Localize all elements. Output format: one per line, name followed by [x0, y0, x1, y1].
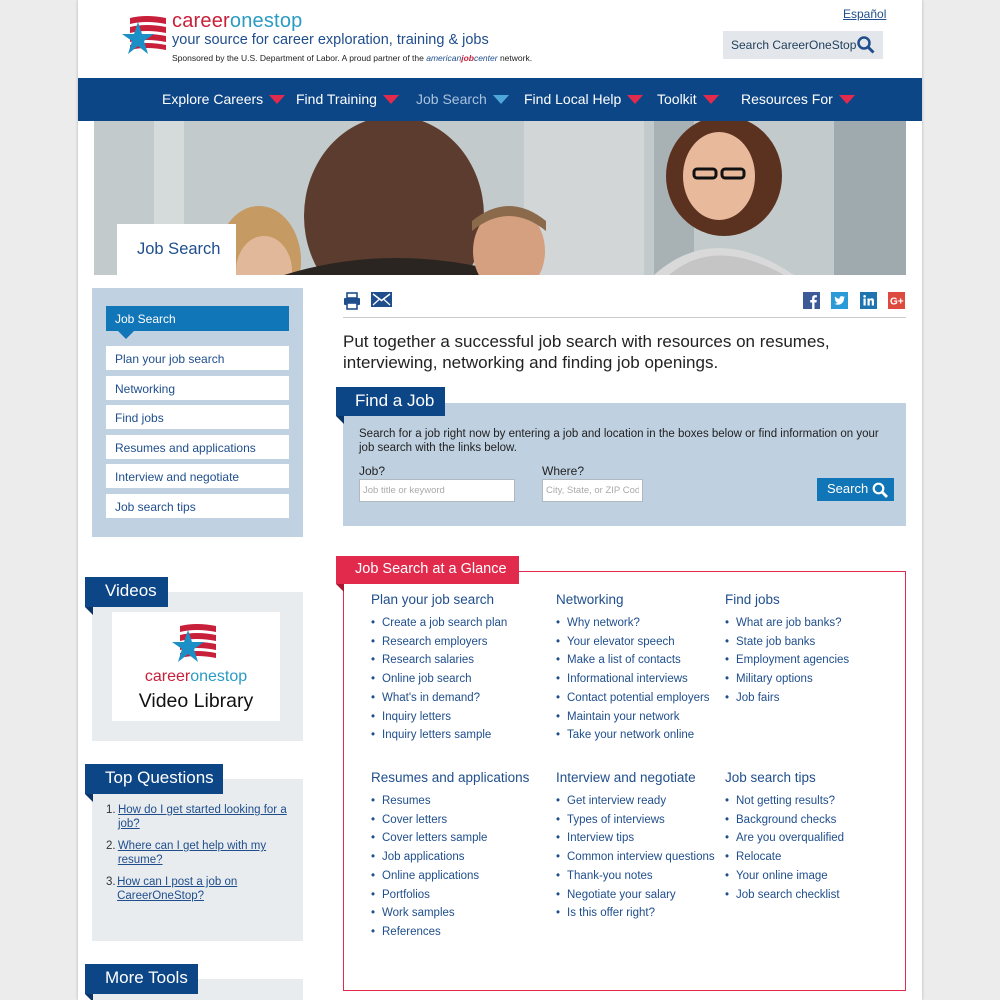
glance-heading-tips[interactable]: Job search tips	[725, 770, 816, 785]
chevron-down-icon	[493, 95, 509, 104]
glance-column-tips	[725, 770, 844, 904]
glance-link[interactable]: • Make a list of contacts	[556, 651, 710, 670]
brand-part-career: career	[172, 10, 230, 32]
hero-image	[94, 121, 906, 275]
glance-list	[725, 792, 844, 904]
video-library-label: Video Library	[138, 690, 254, 712]
video-brand-part-career: career	[144, 668, 191, 685]
ajc-word-american: american	[426, 53, 462, 63]
search-button-label: Search	[827, 481, 869, 496]
job-search-at-a-glance	[343, 571, 906, 991]
glance-heading-resumes[interactable]: Resumes and applications	[371, 770, 530, 785]
top-questions-box	[92, 779, 303, 941]
divider	[343, 317, 906, 318]
sidebar-item-job-search-tips[interactable]: Job search tips	[106, 494, 289, 518]
glance-heading-interview[interactable]: Interview and negotiate	[556, 770, 696, 785]
search-icon[interactable]	[857, 36, 875, 57]
glance-link[interactable]: • Thank-you notes	[556, 867, 715, 886]
question-item	[106, 875, 296, 903]
glance-link[interactable]: • References	[371, 923, 529, 942]
nav-toolkit[interactable]	[657, 91, 719, 107]
nav-find-local-help[interactable]	[524, 91, 643, 107]
glance-link[interactable]: • What's in demand?	[371, 689, 507, 708]
glance-link[interactable]: • Inquiry letters	[371, 708, 507, 727]
careeronestop-logo-icon	[168, 622, 218, 664]
sponsor-suffix: network.	[499, 53, 533, 63]
chevron-down-icon	[269, 95, 285, 104]
glance-link[interactable]: • Background checks	[725, 811, 844, 830]
videos-box	[92, 592, 303, 741]
sidebar-item-job-search[interactable]: Job Search	[106, 306, 289, 331]
sidebar-item-interview-and-negotiate[interactable]: Interview and negotiate	[106, 464, 289, 488]
find-job-heading: Find a Job	[336, 387, 445, 416]
glance-link[interactable]: • State job banks	[725, 633, 849, 652]
brand-name[interactable]	[172, 10, 302, 33]
glance-link[interactable]: • Portfolios	[371, 886, 529, 905]
nav-label: Job Search	[416, 91, 487, 107]
glance-link[interactable]: • What are job banks?	[725, 614, 849, 633]
glance-column-networking	[556, 592, 710, 745]
glance-link[interactable]: • Types of interviews	[556, 811, 715, 830]
tagline: your source for career exploration, training & jobs	[172, 32, 489, 48]
glance-link[interactable]: • Online applications	[371, 867, 529, 886]
search-icon	[872, 482, 888, 501]
site-search[interactable]	[723, 31, 883, 59]
glance-list	[556, 614, 710, 745]
find-job-panel	[343, 403, 906, 526]
glance-link[interactable]: • Job fairs	[725, 689, 849, 708]
glance-link[interactable]: • Is this offer right?	[556, 904, 715, 923]
google-plus-icon[interactable]	[888, 292, 905, 314]
nav-label: Resources For	[741, 91, 833, 107]
nav-label: Toolkit	[657, 91, 697, 107]
glance-link[interactable]: • Inquiry letters sample	[371, 726, 507, 745]
glance-link[interactable]: • Your online image	[725, 867, 844, 886]
facebook-icon[interactable]	[803, 292, 820, 314]
glance-link[interactable]: • Contact potential employers	[556, 689, 710, 708]
glance-link[interactable]: • Research employers	[371, 633, 507, 652]
where-input[interactable]	[542, 479, 643, 502]
nav-resources-for[interactable]	[741, 91, 855, 107]
glance-link[interactable]: • Cover letters	[371, 811, 529, 830]
sidebar-item-resumes-and-applications[interactable]: Resumes and applications	[106, 435, 289, 459]
glance-link[interactable]: • Military options	[725, 670, 849, 689]
glance-heading-plan[interactable]: Plan your job search	[371, 592, 495, 607]
page	[78, 0, 922, 1000]
glance-link[interactable]: • Not getting results?	[725, 792, 844, 811]
careeronestop-logo-icon[interactable]	[118, 14, 168, 61]
question-link[interactable]: How can I post a job on CareerOneStop?	[117, 876, 238, 902]
twitter-icon[interactable]	[831, 292, 848, 314]
sponsor-line	[172, 53, 532, 63]
chevron-down-icon	[627, 95, 643, 104]
glance-column-find-jobs	[725, 592, 849, 708]
question-number: 2.	[106, 840, 116, 852]
job-label: Job?	[359, 464, 386, 478]
nav-explore-careers[interactable]	[162, 91, 285, 107]
page-title: Job Search	[117, 224, 236, 275]
glance-link[interactable]: • Create a job search plan	[371, 614, 507, 633]
glance-link[interactable]: • Get interview ready	[556, 792, 715, 811]
where-label: Where?	[542, 464, 585, 478]
intro-text: Put together a successful job search with resources on resumes, interviewing, networking and finding job openings.	[343, 332, 830, 372]
sidebar-item-networking[interactable]: Networking	[106, 376, 289, 400]
glance-link[interactable]: • Job applications	[371, 848, 529, 867]
glance-link[interactable]: • Maintain your network	[556, 708, 710, 727]
video-brand-name	[112, 668, 280, 686]
glance-link[interactable]: • Why network?	[556, 614, 710, 633]
glance-link[interactable]: • Relocate	[725, 848, 844, 867]
nav-job-search[interactable]	[416, 91, 509, 107]
glance-link[interactable]: • Employment agencies	[725, 651, 849, 670]
glance-list	[371, 614, 507, 745]
glance-heading-find-jobs[interactable]: Find jobs	[725, 592, 780, 607]
main-nav	[78, 78, 922, 121]
ajc-word-center: center	[473, 53, 498, 63]
glance-link[interactable]: • Job search checklist	[725, 886, 844, 905]
glance-list	[725, 614, 849, 708]
glance-link[interactable]: • Take your network online	[556, 726, 710, 745]
glance-column-resumes	[371, 770, 529, 942]
question-item	[106, 803, 296, 831]
nav-find-training[interactable]	[296, 91, 399, 107]
more-tools-heading: More Tools	[85, 964, 198, 994]
question-link[interactable]: Where can I get help with my resume?	[117, 840, 267, 866]
glance-link[interactable]: • Resumes	[371, 792, 529, 811]
glance-link[interactable]: • Work samples	[371, 904, 529, 923]
sponsor-prefix: Sponsored by the U.S. Department of Labor. A proud partner of the	[172, 53, 424, 63]
chevron-down-icon	[839, 95, 855, 104]
glance-link[interactable]: • Cover letters sample	[371, 829, 529, 848]
glance-link[interactable]: • Online job search	[371, 670, 507, 689]
glance-link[interactable]: • Are you overqualified	[725, 829, 844, 848]
brand-part-onestop: onestop	[229, 10, 303, 32]
site-search-label: Search CareerOneStop	[731, 38, 857, 52]
svg-text:G+: G+	[890, 296, 904, 308]
chevron-down-icon	[383, 95, 399, 104]
sidebar-item-plan-your-job-search[interactable]: Plan your job search	[106, 346, 289, 370]
glance-link[interactable]: • Common interview questions	[556, 848, 715, 867]
sidebar-nav	[92, 288, 303, 537]
question-number: 1.	[106, 804, 116, 816]
nav-label: Find Training	[296, 91, 377, 107]
espanol-link[interactable]: Español	[843, 7, 887, 21]
glance-heading-networking[interactable]: Networking	[556, 592, 624, 607]
print-icon[interactable]	[343, 292, 361, 315]
glance-link[interactable]: • Interview tips	[556, 829, 715, 848]
find-job-description: Search for a job right now by entering a job and location in the boxes below or find information on your job search with the links below.	[359, 428, 879, 454]
question-number: 3.	[106, 876, 116, 888]
american-job-center-logo[interactable]	[426, 53, 497, 63]
glance-link[interactable]: • Negotiate your salary	[556, 886, 715, 905]
video-library-card[interactable]	[112, 612, 280, 721]
videos-heading: Videos	[85, 577, 168, 607]
video-brand-part-onestop: onestop	[190, 668, 248, 685]
email-icon[interactable]	[371, 292, 392, 312]
nav-label: Find Local Help	[524, 91, 622, 107]
glance-list	[371, 792, 529, 942]
question-link[interactable]: How do I get started looking for a job?	[117, 804, 287, 830]
chevron-down-icon	[703, 95, 719, 104]
sidebar-item-find-jobs[interactable]: Find jobs	[106, 405, 289, 429]
question-item	[106, 839, 296, 867]
glance-link[interactable]: • Informational interviews	[556, 670, 710, 689]
glance-heading: Job Search at a Glance	[336, 556, 519, 584]
job-input[interactable]	[359, 479, 515, 502]
linkedin-icon[interactable]	[860, 292, 877, 314]
top-questions-list	[106, 803, 296, 911]
glance-link[interactable]: • Your elevator speech	[556, 633, 710, 652]
glance-list	[556, 792, 715, 923]
ajc-word-job: job	[461, 53, 474, 63]
nav-label: Explore Careers	[162, 91, 264, 107]
glance-link[interactable]: • Research salaries	[371, 651, 507, 670]
find-job-search-button[interactable]	[817, 478, 894, 501]
glance-column-plan	[371, 592, 507, 745]
glance-column-interview	[556, 770, 715, 923]
top-questions-heading: Top Questions	[85, 764, 223, 794]
